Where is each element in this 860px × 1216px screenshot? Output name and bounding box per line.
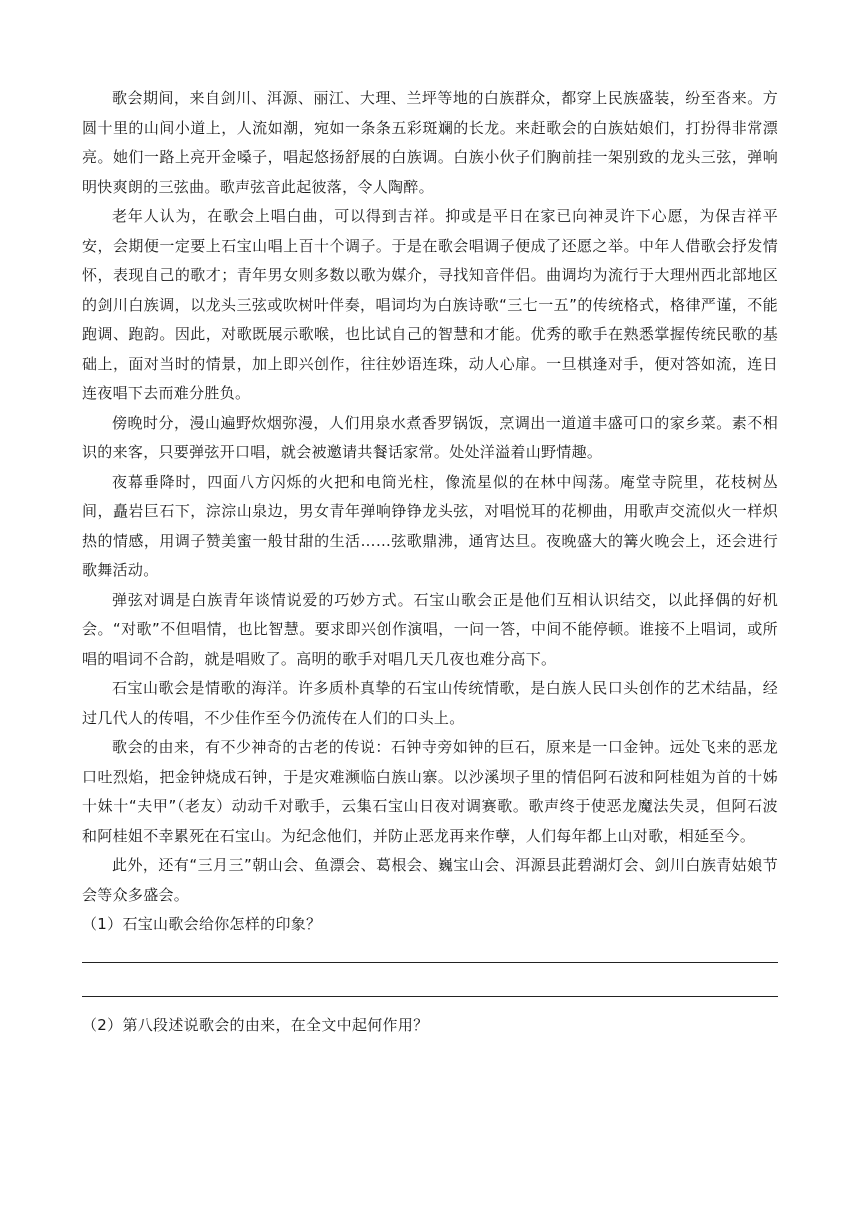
paragraph-7: 歌会的由来，有不少神奇的古老的传说：石钟寺旁如钟的巨石，原来是一口金钟。远处飞来的恶龙口吐烈焰，把金钟烧成石钟，于是灾难濒临白族山寨。以沙溪坝子里的情侣阿石波和阿桂姐为首的十姊十妹十“夫甲”（老友）动动千对歌手，云集石宝山日夜对调赛歌。歌声终于使恶龙魔法失灵，但阿石波和阿桂姐不幸累死在石宝山。为纪念他们，并防止恶龙再来作孽，人们每年都上山对歌，相延至今。: [82, 738, 778, 845]
paragraph-1: 歌会期间，来自剑川、洱源、丽江、大理、兰坪等地的白族群众，都穿上民族盛装，纷至沓来。方圆十里的山间小道上，人流如潮，宛如一条条五彩斑斓的长龙。来赶歌会的白族姑娘们，打扮得非常漂亮。她们一路上亮开金嗓子，唱起悠扬舒展的白族调。白族小伙子们胸前挂一架别致的龙头三弦，弹响明快爽朗的三弦曲。歌声弦音此起彼落，令人陶醉。: [82, 89, 778, 196]
question-2: （2）第八段述说歌会的由来，在全文中起何作用？: [82, 1015, 429, 1034]
paragraph-3: 傍晚时分，漫山遍野炊烟弥漫，人们用泉水煮香罗锅饭，烹调出一道道丰盛可口的家乡菜。素不相识的来客，只要弹弦开口唱，就会被邀请共餐话家常。处处洋溢着山野情趣。: [82, 413, 778, 461]
answer-line-1[interactable]: [82, 962, 778, 963]
paragraph-5: 弹弦对调是白族青年谈情说爱的巧妙方式。石宝山歌会正是他们互相认识结交，以此择偶的好机会。“对歌”不但唱情，也比智慧。要求即兴创作演唱，一问一答，中间不能停顿。谁接不上唱词，或所唱的唱词不合韵，就是唱败了。高明的歌手对唱几天几夜也难分高下。: [82, 590, 778, 668]
document-page: [82, 84, 778, 1040]
paragraph-8: 此外，还有“三月三”朝山会、鱼漂会、葛根会、巍宝山会、洱源县茈碧湖灯会、剑川白族青姑娘节会等众多盛会。: [82, 856, 778, 904]
paragraph-4: 夜幕垂降时，四面八方闪烁的火把和电筒光柱，像流星似的在林中闯荡。庵堂寺院里，花枝树丛间，矗岩巨石下，淙淙山泉边，男女青年弹响铮铮龙头弦，对唱悦耳的花柳曲，用歌声交流似火一样炽热的情感，用调子赞美蜜一般甘甜的生活……弦歌鼎沸，通宵达旦。夜晚盛大的篝火晚会上，还会进行歌舞活动。: [82, 472, 778, 579]
paragraph-2: 老年人认为，在歌会上唱白曲，可以得到吉祥。抑或是平日在家已向神灵许下心愿，为保吉祥平安，会期便一定要上石宝山唱上百十个调子。于是在歌会唱调子便成了还愿之举。中年人借歌会抒发情怀，表现自己的歌才；青年男女则多数以歌为媒介，寻找知音伴侣。曲调均为流行于大理州西北部地区的剑川白族调，以龙头三弦或吹树叶伴奏，唱词均为白族诗歌“三七一五”的传统格式，格律严谨，不能跑调、跑韵。因此，对歌既展示歌喉，也比试自己的智慧和才能。优秀的歌手在熟悉掌握传统民歌的基础上，面对当时的情景，加上即兴创作，往往妙语连珠，动人心扉。一旦棋逢对手，便对答如流，连日连夜唱下去而难分胜负。: [82, 207, 778, 402]
question-1: （1）石宝山歌会给你怎样的印象？: [82, 915, 322, 933]
answer-line-2[interactable]: [82, 996, 778, 997]
paragraph-6: 石宝山歌会是情歌的海洋。许多质朴真挚的石宝山传统情歌，是白族人民口头创作的艺术结晶，经过几代人的传唱，不少佳作至今仍流传在人们的口头上。: [82, 679, 778, 727]
